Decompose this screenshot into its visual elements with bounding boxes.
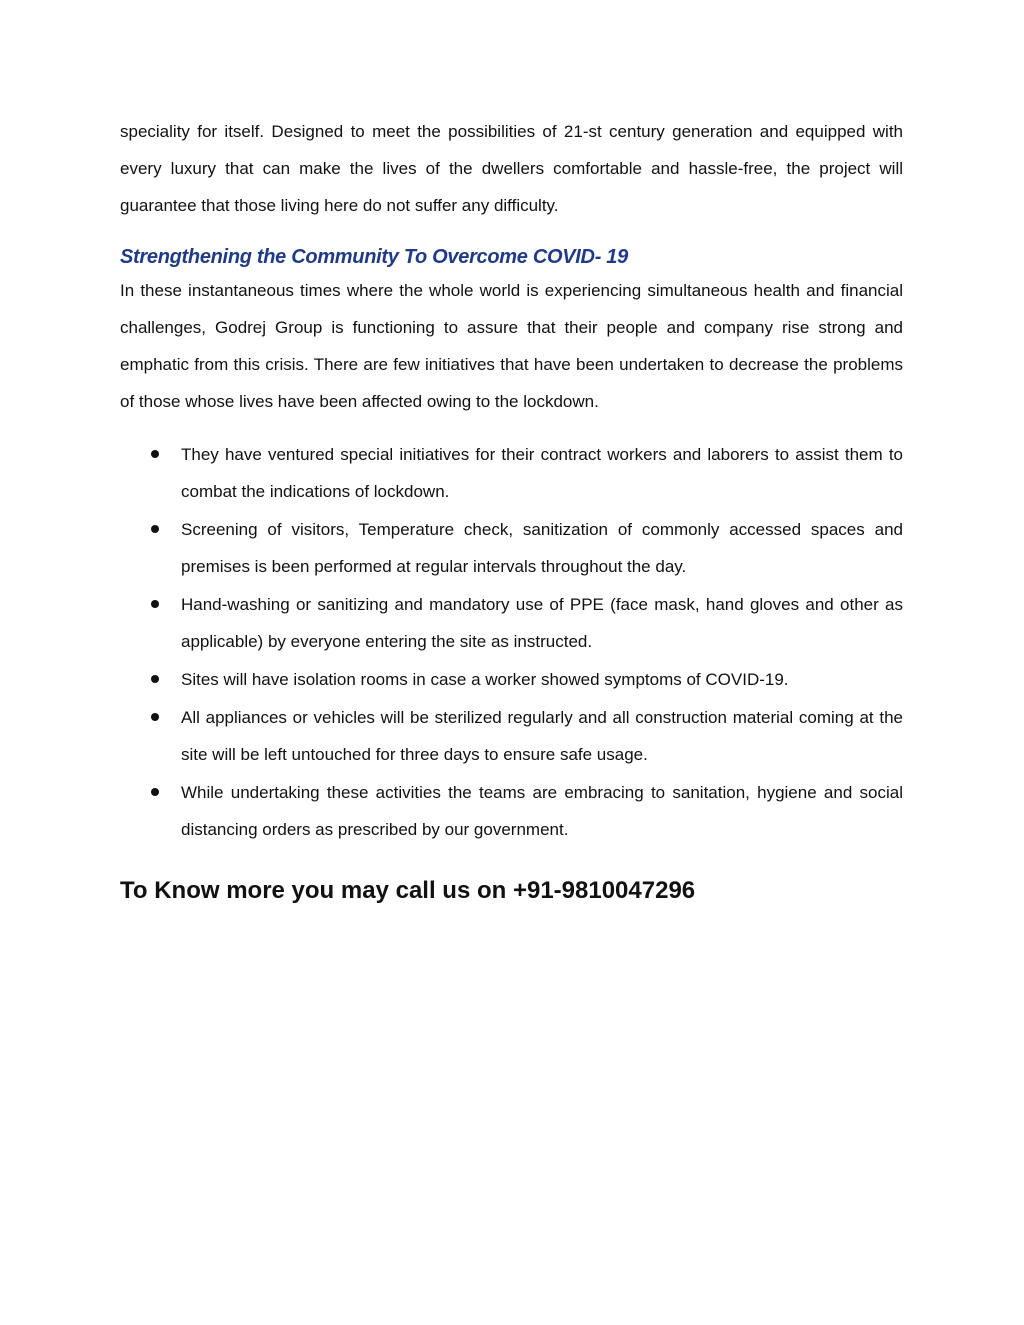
list-item <box>120 511 903 585</box>
bullet-icon <box>151 600 159 608</box>
document-page <box>120 113 903 908</box>
list-item <box>120 699 903 773</box>
bullet-icon <box>151 525 159 533</box>
list-item-text: Screening of visitors, Temperature check, sanitization of commonly accessed spaces and premises is been performed at regular intervals throughout the day. <box>181 520 903 576</box>
bullet-icon <box>151 788 159 796</box>
list-item <box>120 661 903 698</box>
list-item-text: Sites will have isolation rooms in case a worker showed symptoms of COVID-19. <box>181 670 789 689</box>
bullet-icon <box>151 675 159 683</box>
bullet-icon <box>151 713 159 721</box>
list-item-text: Hand-washing or sanitizing and mandatory use of PPE (face mask, hand gloves and other as applicable) by everyone entering the site as instructed. <box>181 595 903 651</box>
bullet-icon <box>151 450 159 458</box>
list-item-text: They have ventured special initiatives for their contract workers and laborers to assist them to combat the indications of lockdown. <box>181 445 903 501</box>
list-item <box>120 586 903 660</box>
section-paragraph: In these instantaneous times where the whole world is experiencing simultaneous health and financial challenges, Godrej Group is functioning to assure that their people and company rise strong and emphatic from this crisis. There are few initiatives that have been undertaken to decrease the problems of those whose lives have been affected owing to the lockdown. <box>120 281 903 411</box>
list-item-text: All appliances or vehicles will be sterilized regularly and all construction material coming at the site will be left untouched for three days to ensure safe usage. <box>181 708 903 764</box>
section-heading: Strengthening the Community To Overcome COVID- 19 <box>120 246 628 268</box>
contact-line: To Know more you may call us on +91-9810047296 <box>120 877 696 904</box>
list-item-text: While undertaking these activities the teams are embracing to sanitation, hygiene and social distancing orders as prescribed by our government. <box>181 783 903 839</box>
list-item <box>120 774 903 848</box>
intro-paragraph: speciality for itself. Designed to meet the possibilities of 21-st century generation and equipped with every luxury that can make the lives of the dwellers comfortable and hassle-free, the project will guarantee that those living here do not suffer any difficulty. <box>120 122 903 215</box>
initiatives-list <box>120 436 903 848</box>
list-item <box>120 436 903 510</box>
